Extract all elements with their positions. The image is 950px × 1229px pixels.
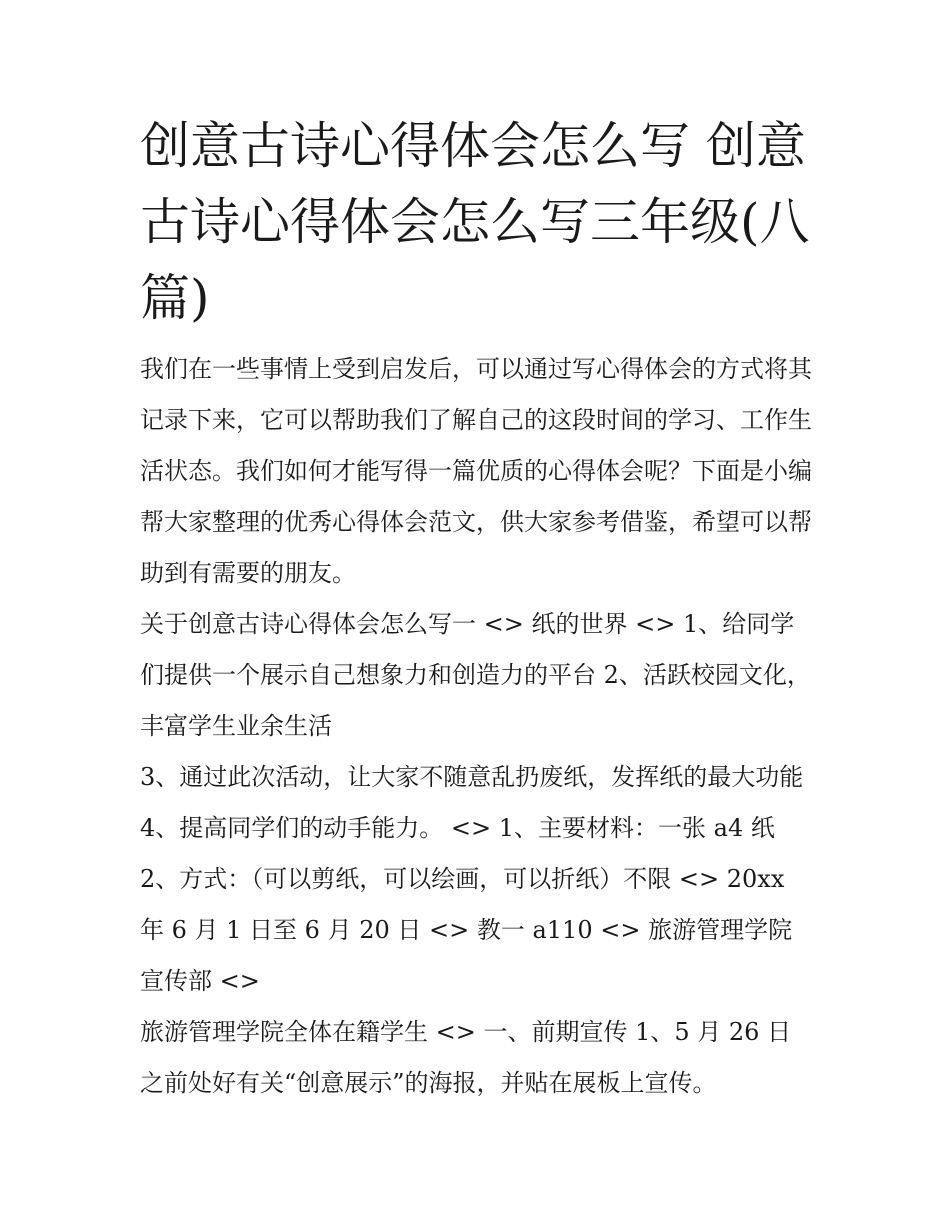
document-title: 创意古诗心得体会怎么写 创意古诗心得体会怎么写三年级(八篇) (140, 117, 810, 327)
paragraph-intro: 我们在一些事情上受到启发后，可以通过写心得体会的方式将其记录下来，它可以帮助我们了解自己的这段时间的学习、工作生活状态。我们如何才能写得一篇优质的心得体会呢？下面是小编帮大家整理的优秀心得体会范文，供大家参考借鉴，希望可以帮助到有需要的朋友。 (140, 355, 812, 587)
document-page (140, 108, 812, 1109)
paragraph-activity-goals: 关于创意古诗心得体会怎么写一 <> 纸的世界 <> 1、给同学们提供一个展示自己想象力和创造力的平台 2、活跃校园文化，丰富学生业余生活 (140, 610, 811, 740)
paragraph-activity-details: 3、通过此次活动，让大家不随意乱扔废纸，发挥纸的最大功能 4、提高同学们的动手能力。 <> 1、主要材料：一张 a4 纸 2、方式：（可以剪纸，可以绘画，可以折纸）不限 <> 20xx 年 6 月 1 日至 6 月 20 日 <> 教一 a110 <> 旅游管理学院宣传部 <> (140, 763, 804, 995)
paragraph-participants: 旅游管理学院全体在籍学生 <> 一、前期宣传 1、5 月 26 日之前处好有关“创意展示”的海报，并贴在展板上宣传。 (140, 1018, 792, 1097)
